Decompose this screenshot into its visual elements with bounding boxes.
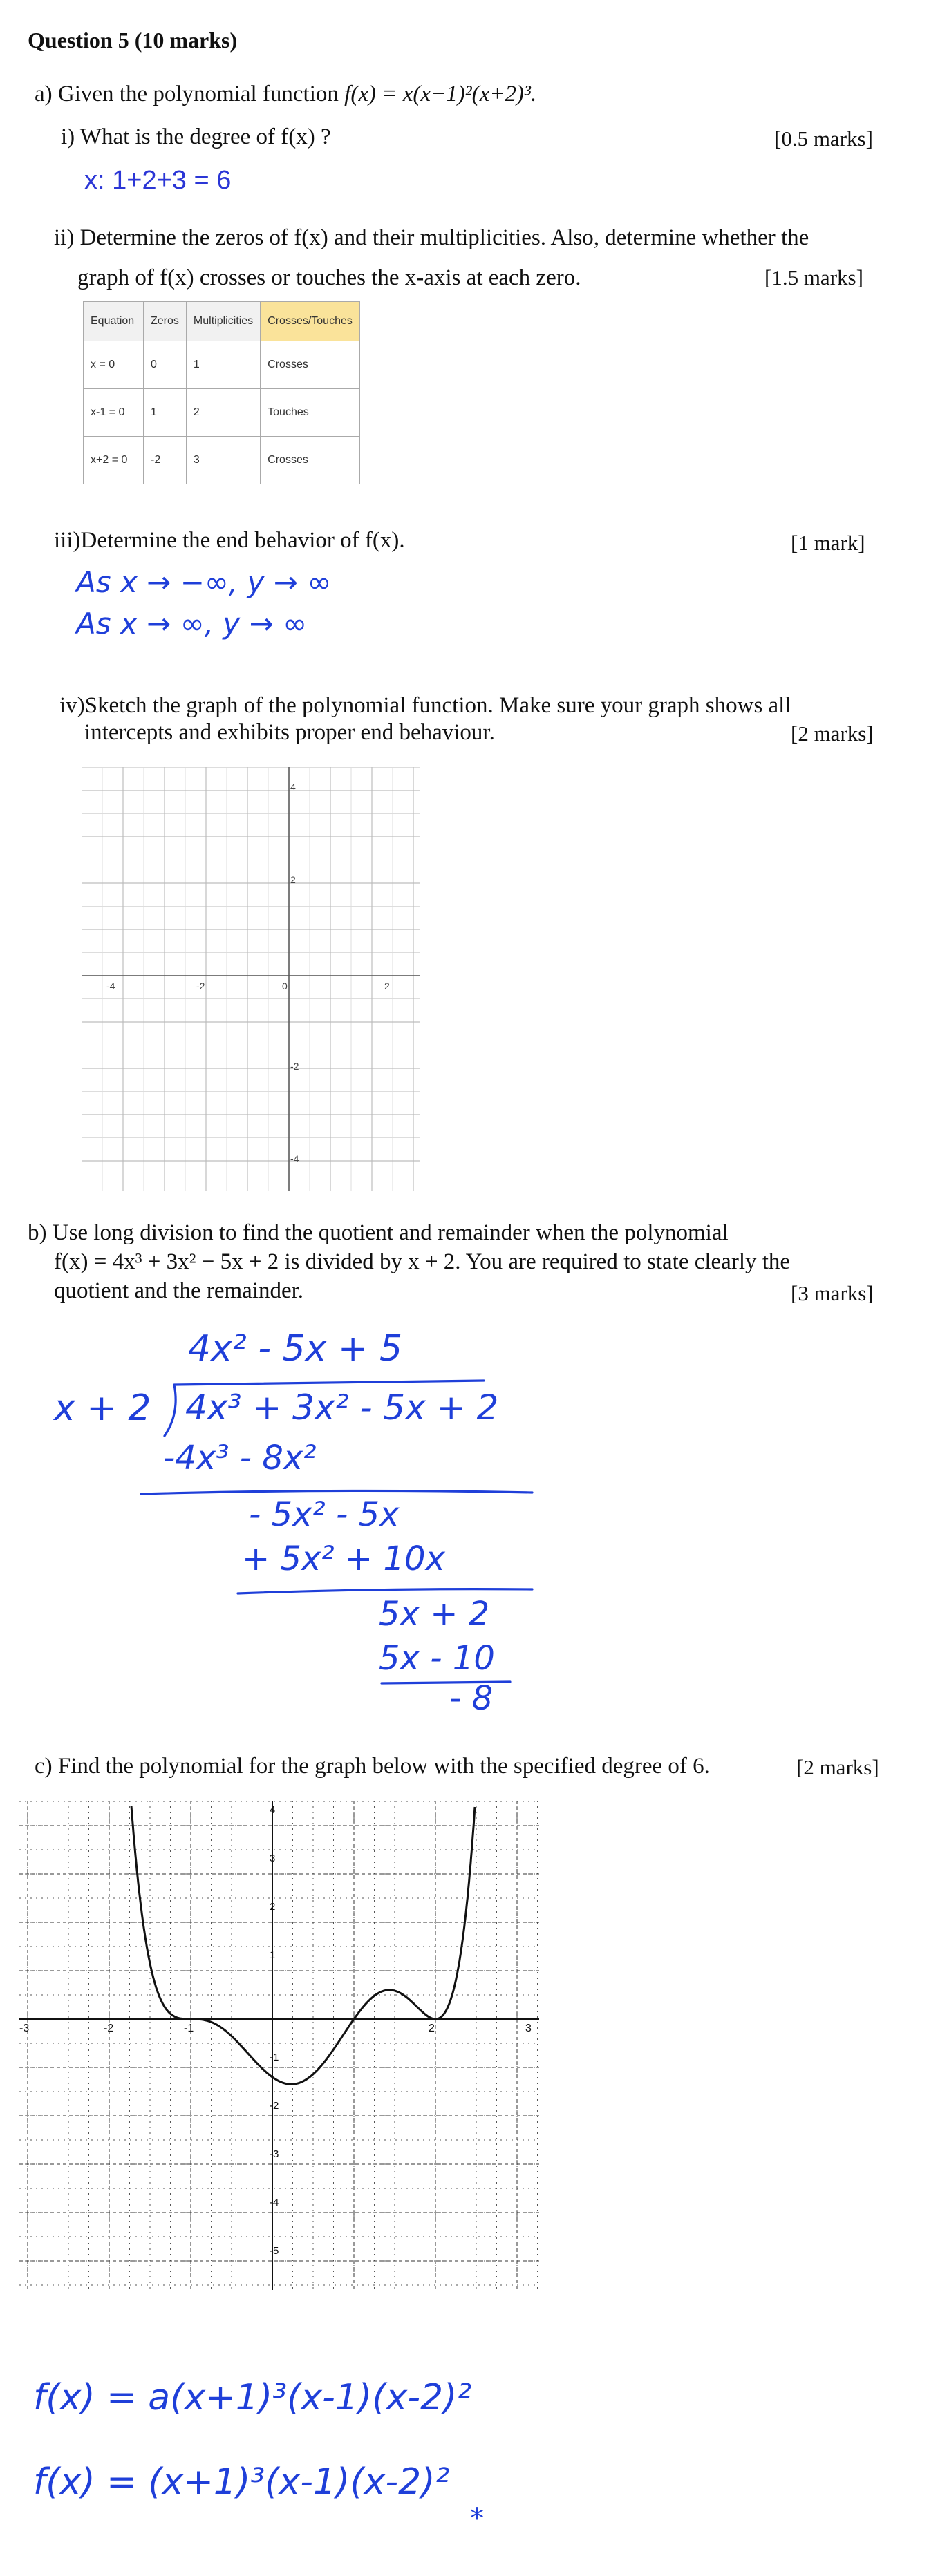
part-a-iii-answer-line2: As x → ∞, y → ∞ bbox=[76, 607, 308, 641]
tick-label: -5 bbox=[270, 2245, 279, 2257]
tick-label: -4 bbox=[106, 981, 115, 992]
table-cell: Crosses bbox=[261, 437, 360, 484]
part-a-i-marks: [0.5 marks] bbox=[774, 126, 873, 151]
part-a-i-question: i) What is the degree of f(x) ? bbox=[61, 124, 331, 149]
table-cell: x+2 = 0 bbox=[84, 437, 144, 484]
tick-label: -4 bbox=[270, 2197, 279, 2208]
tick-label: -3 bbox=[270, 2148, 279, 2160]
table-cell: Touches bbox=[261, 389, 360, 437]
part-a-iii-question: iii)Determine the end behavior of f(x). bbox=[54, 528, 405, 553]
division-line bbox=[141, 1490, 532, 1494]
ld-step3: + 5x² + 10x bbox=[242, 1540, 445, 1578]
tick-label: -2 bbox=[270, 2100, 279, 2112]
table-cell: 1 bbox=[144, 389, 187, 437]
ld-quotient: 4x² - 5x + 5 bbox=[188, 1328, 403, 1370]
tick-label: 3 bbox=[525, 2023, 532, 2034]
tick-label: -1 bbox=[270, 2052, 279, 2063]
table-cell: 1 bbox=[186, 341, 260, 389]
tick-label: 2 bbox=[429, 2023, 435, 2034]
sketch-graph bbox=[82, 767, 420, 1191]
tick-label: -4 bbox=[290, 1153, 299, 1164]
part-a-intro bbox=[35, 82, 536, 107]
ld-remainder: - 8 bbox=[449, 1679, 494, 1718]
part-a-iv-question-line2: intercepts and exhibits proper end behaviour. bbox=[84, 720, 495, 745]
zeros-table-header: Crosses/Touches bbox=[261, 302, 360, 341]
answer-star: * bbox=[470, 2503, 484, 2535]
tick-label: 4 bbox=[290, 782, 296, 793]
zeros-table bbox=[83, 301, 360, 484]
table-cell: 0 bbox=[144, 341, 187, 389]
table-cell: 3 bbox=[186, 437, 260, 484]
table-cell: x = 0 bbox=[84, 341, 144, 389]
tick-label: -3 bbox=[19, 2023, 30, 2034]
part-a-function: f(x) = x(x−1)²(x+2)³. bbox=[344, 82, 537, 106]
table-cell: Crosses bbox=[261, 341, 360, 389]
part-c-marks: [2 marks] bbox=[796, 1755, 879, 1779]
part-a-iv-question-line1: iv)Sketch the graph of the polynomial function. Make sure your graph shows all bbox=[59, 693, 791, 718]
part-a-iii-marks: [1 mark] bbox=[791, 531, 865, 555]
part-a-ii-question-line2: graph of f(x) crosses or touches the x-axis at each zero. bbox=[77, 265, 581, 290]
tick-label: -2 bbox=[104, 2023, 114, 2034]
zeros-table-header: Zeros bbox=[144, 302, 187, 341]
tick-label: 2 bbox=[384, 981, 390, 992]
ld-step4: 5x + 2 bbox=[379, 1595, 490, 1633]
ld-step1: -4x³ - 8x² bbox=[163, 1439, 317, 1477]
tick-label: 2 bbox=[270, 1901, 276, 1913]
tick-label: 3 bbox=[270, 1853, 276, 1864]
zeros-table-header: Equation bbox=[84, 302, 144, 341]
table-cell: -2 bbox=[144, 437, 187, 484]
table-cell: x-1 = 0 bbox=[84, 389, 144, 437]
tick-label: 2 bbox=[290, 874, 296, 885]
part-a-iii-answer-line1: As x → −∞, y → ∞ bbox=[76, 565, 332, 599]
part-a-ii-marks: [1.5 marks] bbox=[764, 265, 863, 290]
division-line bbox=[238, 1589, 532, 1593]
part-c-answer-line2: f(x) = (x+1)³(x-1)(x-2)² bbox=[33, 2461, 450, 2503]
zeros-table-header-row bbox=[84, 302, 360, 341]
table-cell: 2 bbox=[186, 389, 260, 437]
sketch-grid bbox=[82, 767, 420, 1191]
tick-label: -2 bbox=[290, 1061, 299, 1072]
zeros-table-wrapper bbox=[83, 301, 360, 484]
ld-step2: - 5x² - 5x bbox=[249, 1495, 400, 1534]
table-row bbox=[84, 341, 360, 389]
part-a-intro-text: a) Given the polynomial function bbox=[35, 82, 339, 106]
part-b-line3: quotient and the remainder. bbox=[54, 1278, 304, 1303]
part-c-answer-line1: f(x) = a(x+1)³(x-1)(x-2)² bbox=[33, 2377, 472, 2418]
zeros-table-header: Multiplicities bbox=[186, 302, 260, 341]
tick-label: 0 bbox=[282, 981, 288, 992]
tick-label: -1 bbox=[184, 2023, 194, 2034]
table-row bbox=[84, 389, 360, 437]
part-a-ii-question-line1: ii) Determine the zeros of f(x) and their multiplicities. Also, determine whether the bbox=[54, 225, 809, 250]
ld-dividend: 4x³ + 3x² - 5x + 2 bbox=[185, 1388, 499, 1428]
given-graph bbox=[19, 1801, 539, 2290]
table-row bbox=[84, 437, 360, 484]
question-title: Question 5 (10 marks) bbox=[28, 28, 238, 53]
part-c-question: c) Find the polynomial for the graph below with the specified degree of 6. bbox=[35, 1754, 710, 1779]
part-b-marks: [3 marks] bbox=[791, 1281, 874, 1305]
ld-divisor: x + 2 bbox=[54, 1388, 151, 1429]
tick-label: 4 bbox=[270, 1804, 276, 1816]
ld-rule3 bbox=[379, 1676, 517, 1687]
given-curve bbox=[131, 1806, 475, 2084]
ld-step5: 5x - 10 bbox=[379, 1639, 495, 1678]
given-grid bbox=[19, 1801, 539, 2290]
part-a-i-answer: x: 1+2+3 = 6 bbox=[84, 166, 232, 195]
part-b-line2: f(x) = 4x³ + 3x² − 5x + 2 is divided by x + 2. You are required to state clearly the bbox=[54, 1249, 791, 1274]
part-a-iv-marks: [2 marks] bbox=[791, 721, 874, 746]
part-b-line1: b) Use long division to find the quotient and remainder when the polynomial bbox=[28, 1220, 729, 1245]
tick-label: -2 bbox=[196, 981, 205, 992]
tick-label: 1 bbox=[270, 1949, 276, 1961]
